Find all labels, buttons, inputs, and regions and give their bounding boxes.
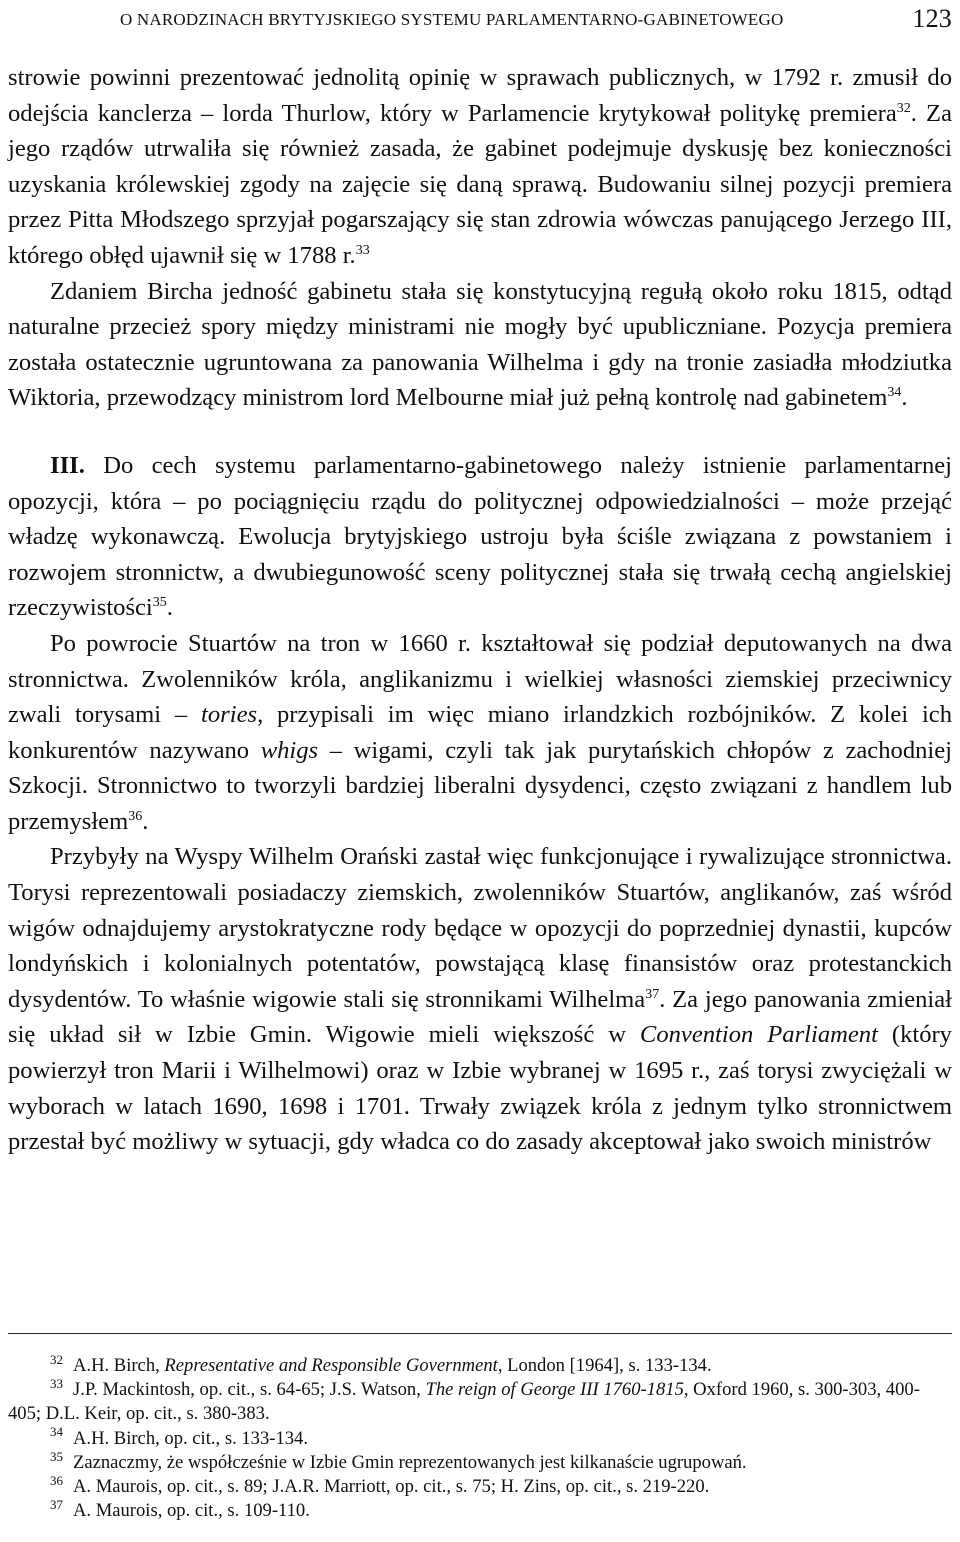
footnote-reference: 36 bbox=[128, 808, 143, 824]
paragraph bbox=[8, 839, 952, 1159]
italic-text: tories bbox=[201, 701, 258, 729]
running-title: O NARODZINACH BRYTYJSKIEGO SYSTEMU PARLAMENTARNO-GABINETOWEGO bbox=[120, 10, 784, 29]
footnote-number: 36 bbox=[50, 1472, 63, 1488]
footnote-reference: 33 bbox=[355, 242, 370, 258]
italic-text: The reign of George III 1760-1815 bbox=[425, 1379, 684, 1401]
text-run: . Za jego rządów utrwaliła się również zasada, że gabinet podejmuje dyskusję bez konieczności uzyskania królewskiej zgody na zajęcie się daną sprawą. Budowaniu silnej pozycji premiera przez Pitta Młodszego sprzyjał pogarszający się stan zdrowia wówczas panującego Jerzego III, którego obłęd ujawnił się w 1788 r. bbox=[8, 99, 952, 269]
footnote-separator bbox=[8, 1333, 952, 1334]
text-run: A. Maurois, op. cit., s. 109-110. bbox=[73, 1500, 310, 1522]
paragraph bbox=[8, 448, 952, 626]
text-run: , Oxford 1960, s. 300-303, 400-405; D.L. Keir, op. cit., s. 380-383. bbox=[8, 1379, 920, 1425]
text-run: strowie powinni prezentować jednolitą opinię w sprawach publicznych, w 1792 r. zmusił do odejścia kanclerza – lorda Thurlow, który w Parlamencie krytykował politykę premiera bbox=[8, 64, 952, 127]
paragraph bbox=[8, 626, 952, 840]
text-run: . bbox=[166, 594, 173, 622]
page-number: 123 bbox=[912, 4, 952, 33]
page-header bbox=[120, 4, 952, 38]
text-run: Zaznaczmy, że współcześnie w Izbie Gmin reprezentowanych jest kilkanaście ugrupowań. bbox=[73, 1451, 747, 1473]
footnote-reference: 32 bbox=[896, 100, 911, 116]
text-run: . Za jego panowania zmieniał się układ sił w Izbie Gmin. Wigowie mieli większość w bbox=[8, 985, 952, 1049]
footnote-number: 35 bbox=[50, 1448, 63, 1464]
italic-text: Convention Parliament bbox=[639, 1021, 878, 1049]
footnote bbox=[8, 1424, 952, 1451]
paragraph bbox=[8, 60, 952, 274]
text-run: A.H. Birch, bbox=[73, 1355, 165, 1376]
footnote-number: 33 bbox=[50, 1376, 63, 1392]
text-run: , London [1964], s. 133-134. bbox=[497, 1355, 712, 1376]
footnote bbox=[8, 1499, 952, 1523]
section-numeral: III. bbox=[50, 451, 85, 479]
text-run: . bbox=[901, 384, 908, 412]
footnote-reference: 35 bbox=[152, 595, 167, 611]
text-run: (który powierzył tron Marii i Wilhelmowi) oraz w Izbie wybranej w 1695 r., zaś torysi zwyciężali w wyborach w latach 1690, 1698 i 1701. Trwały związek króla z jednym tylko stronnictwem przestał być możliwy w sytuacji, gdy władca co do zasady akceptował jako swoich ministrów bbox=[8, 1021, 952, 1156]
text-run: – wigami, czyli tak jak purytańskich chłopów z zachodniej Szkocji. Stronnictwo to tworzyli bardziej liberalni dysydenci, często związani z handlem lub przemysłem bbox=[8, 736, 952, 835]
text-run: , przypisali im więc miano irlandzkich rozbójników. Z kolei ich konkurentów nazywano bbox=[8, 701, 952, 764]
italic-text: whigs bbox=[260, 736, 319, 764]
text-run: A. Maurois, op. cit., s. 89; J.A.R. Marriott, op. cit., s. 75; H. Zins, op. cit., s. 219-220. bbox=[73, 1476, 710, 1498]
text-run: J.P. Mackintosh, op. cit., s. 64-65; J.S. Watson, bbox=[73, 1379, 426, 1401]
footnote bbox=[8, 1472, 952, 1499]
footnote-reference: 34 bbox=[887, 385, 902, 401]
text-run: Zdaniem Bircha jedność gabinetu stała się konstytucyjną regułą około roku 1815, odtąd naturalne przecież spory między ministrami nie mogły być upubliczniane. Pozycja premiera została ostatecznie ugruntowana za panowania Wilhelma i gdy na tronie zasiadła młodziutka Wiktoria, przewodzący ministrom lord Melbourne miał już pełną kontrolę nad gabinetem bbox=[8, 277, 952, 412]
footnotes bbox=[8, 1351, 952, 1523]
footnote-number: 34 bbox=[50, 1424, 63, 1440]
text-run: Po powrocie Stuartów na tron w 1660 r. kształtował się podział deputowanych na dwa stronnictwa. Zwolenników króla, anglikanizmu i wielkiej własności ziemskiej przeciwnicy zwali torysami – bbox=[8, 629, 952, 729]
footnote bbox=[8, 1448, 952, 1475]
text-run: A.H. Birch, op. cit., s. 133-134. bbox=[73, 1427, 308, 1449]
footnote bbox=[8, 1378, 952, 1426]
text-run: . bbox=[142, 807, 149, 835]
footnote-number: 32 bbox=[50, 1351, 63, 1367]
text-run: Do cech systemu parlamentarno-gabinetowego należy istnienie parlamentarnej opozycji, która – po pociągnięciu rządu do politycznej odpowiedzialności – może przejąć władzę wykonawczą. Ewolucja brytyjskiego ustroju była ściśle związana z powstaniem i rozwojem stronnictw, a dwubiegunowość sceny politycznej stała się trwałą cechą angielskiej rzeczywistości bbox=[8, 451, 952, 622]
footnote-number: 37 bbox=[50, 1497, 63, 1513]
paragraph bbox=[8, 274, 952, 416]
text-run: Przybyły na Wyspy Wilhelm Orański zastał więc funkcjonujące i rywalizujące stronnictwa. Torysi reprezentowali posiadaczy ziemskich, zwolenników Stuartów, anglikanów, zaś wśród wigów odnajdujemy arystokratyczne rody będące w opozycji do poprzedniej dynastii, kupców londyńskich i kolonialnych potentatów, powstającą klasę finansistów oraz protestanckich dysydentów. To właśnie wigowie stali się stronnikami Wilhelma bbox=[8, 843, 952, 1013]
italic-text: Representative and Responsible Government bbox=[164, 1355, 498, 1376]
footnote bbox=[8, 1351, 952, 1378]
body-text bbox=[8, 60, 952, 1160]
footnote-reference: 37 bbox=[645, 986, 660, 1002]
